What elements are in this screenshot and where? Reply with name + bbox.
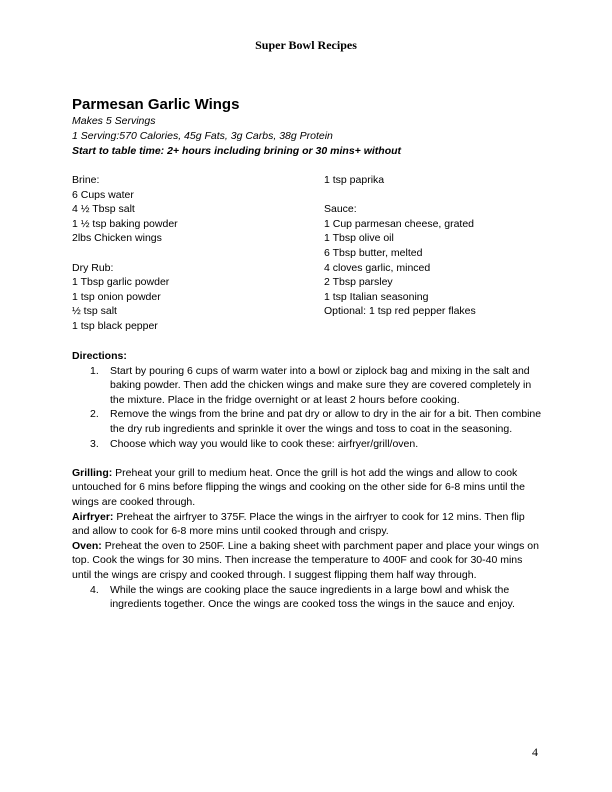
step-number: 1. — [90, 364, 99, 377]
directions-list — [72, 364, 542, 452]
ingredient-item: 4 ½ Tbsp salt — [72, 203, 135, 216]
grilling-paragraph — [72, 466, 542, 510]
ingredient-item: 4 cloves garlic, minced — [324, 261, 431, 274]
dry-rub-label: Dry Rub: — [72, 261, 114, 274]
ingredient-item: 1 Tbsp garlic powder — [72, 276, 170, 289]
oven-label: Oven: — [72, 539, 102, 552]
step-text: Start by pouring 6 cups of warm water into a bowl or ziplock bag and mixing in the salt and baking powder. Then add the chicken wings and make sure they are covered completely in the mixture. Place in the fridge overnight or at least 2 hours before cooking. — [110, 364, 532, 406]
directions-section — [72, 349, 542, 612]
airfryer-text: Preheat the airfryer to 375F. Place the wings in the airfryer to cook for 12 mins. Then flip and allow to cook for 6-8 more mins until cooked through and crispy. — [72, 510, 525, 538]
ingredient-item: 1 tsp Italian seasoning — [324, 290, 429, 303]
ingredient-item: 1 Cup parmesan cheese, grated — [324, 217, 475, 230]
oven-text: Preheat the oven to 250F. Line a baking sheet with parchment paper and place your wings on top. Cook the wings for 30 mins. Then increase the temperature to 400F and cook for 30-40 mins until the wings are crispy and cooked through. I suggest flipping them half way through. — [72, 539, 539, 581]
ingredient-item: 1 tsp paprika — [324, 174, 385, 186]
servings-text: Makes 5 Servings — [72, 115, 156, 127]
nutrition-text: 1 Serving:570 Calories, 45g Fats, 3g Carbs, 38g Protein — [72, 130, 333, 142]
grilling-text: Preheat your grill to medium heat. Once the grill is hot add the wings and allow to cook untouched for 6 mins before flipping the wings and cooking on the other side for 6-8 mins until the wings are cooked through. — [72, 466, 525, 508]
ingredient-item: 1 ½ tsp baking powder — [72, 217, 178, 230]
ingredient-item: 2 Tbsp parsley — [324, 276, 393, 289]
sauce-label: Sauce: — [324, 203, 357, 216]
step-number: 3. — [90, 437, 99, 450]
oven-paragraph — [72, 539, 542, 583]
direction-step — [72, 583, 542, 612]
airfryer-label: Airfryer: — [72, 510, 114, 523]
ingredient-item: 6 Cups water — [72, 188, 134, 201]
page-number: 4 — [532, 745, 538, 759]
direction-step — [72, 364, 542, 408]
ingredient-item: 2lbs Chicken wings — [72, 232, 162, 245]
recipe-title: Parmesan Garlic Wings — [72, 96, 240, 113]
ingredient-item: 1 tsp onion powder — [72, 290, 161, 303]
direction-step — [72, 407, 542, 436]
directions-label: Directions: — [72, 350, 127, 362]
step-number: 2. — [90, 408, 99, 421]
ingredients-right-column — [324, 173, 476, 319]
step-text: Choose which way you would like to cook these: airfryer/grill/oven. — [110, 437, 419, 450]
ingredients-left-column — [72, 173, 178, 334]
direction-step — [72, 437, 542, 452]
ingredient-item: 6 Tbsp butter, melted — [324, 246, 423, 259]
step-number: 4. — [90, 583, 99, 596]
ingredient-item: ½ tsp salt — [72, 305, 117, 318]
brine-label: Brine: — [72, 174, 100, 186]
time-text: Start to table time: 2+ hours including brining or 30 mins+ without — [72, 145, 402, 157]
step-text: Remove the wings from the brine and pat dry or allow to dry in the air for a bit. Then combine the dry rub ingredients and sprinkle it over the wings and toss to coat in the seasoning. — [110, 408, 542, 435]
ingredient-item: Optional: 1 tsp red pepper flakes — [324, 305, 476, 318]
step-text: While the wings are cooking place the sauce ingredients in a large bowl and whisk the ingredients together. Once the wings are cooked toss the wings in the sauce and enjoy. — [110, 583, 515, 611]
document-header: Super Bowl Recipes — [255, 38, 357, 52]
ingredient-item: 1 Tbsp olive oil — [324, 232, 394, 245]
grilling-label: Grilling: — [72, 466, 113, 479]
airfryer-paragraph — [72, 510, 542, 539]
ingredient-item: 1 tsp black pepper — [72, 319, 158, 332]
